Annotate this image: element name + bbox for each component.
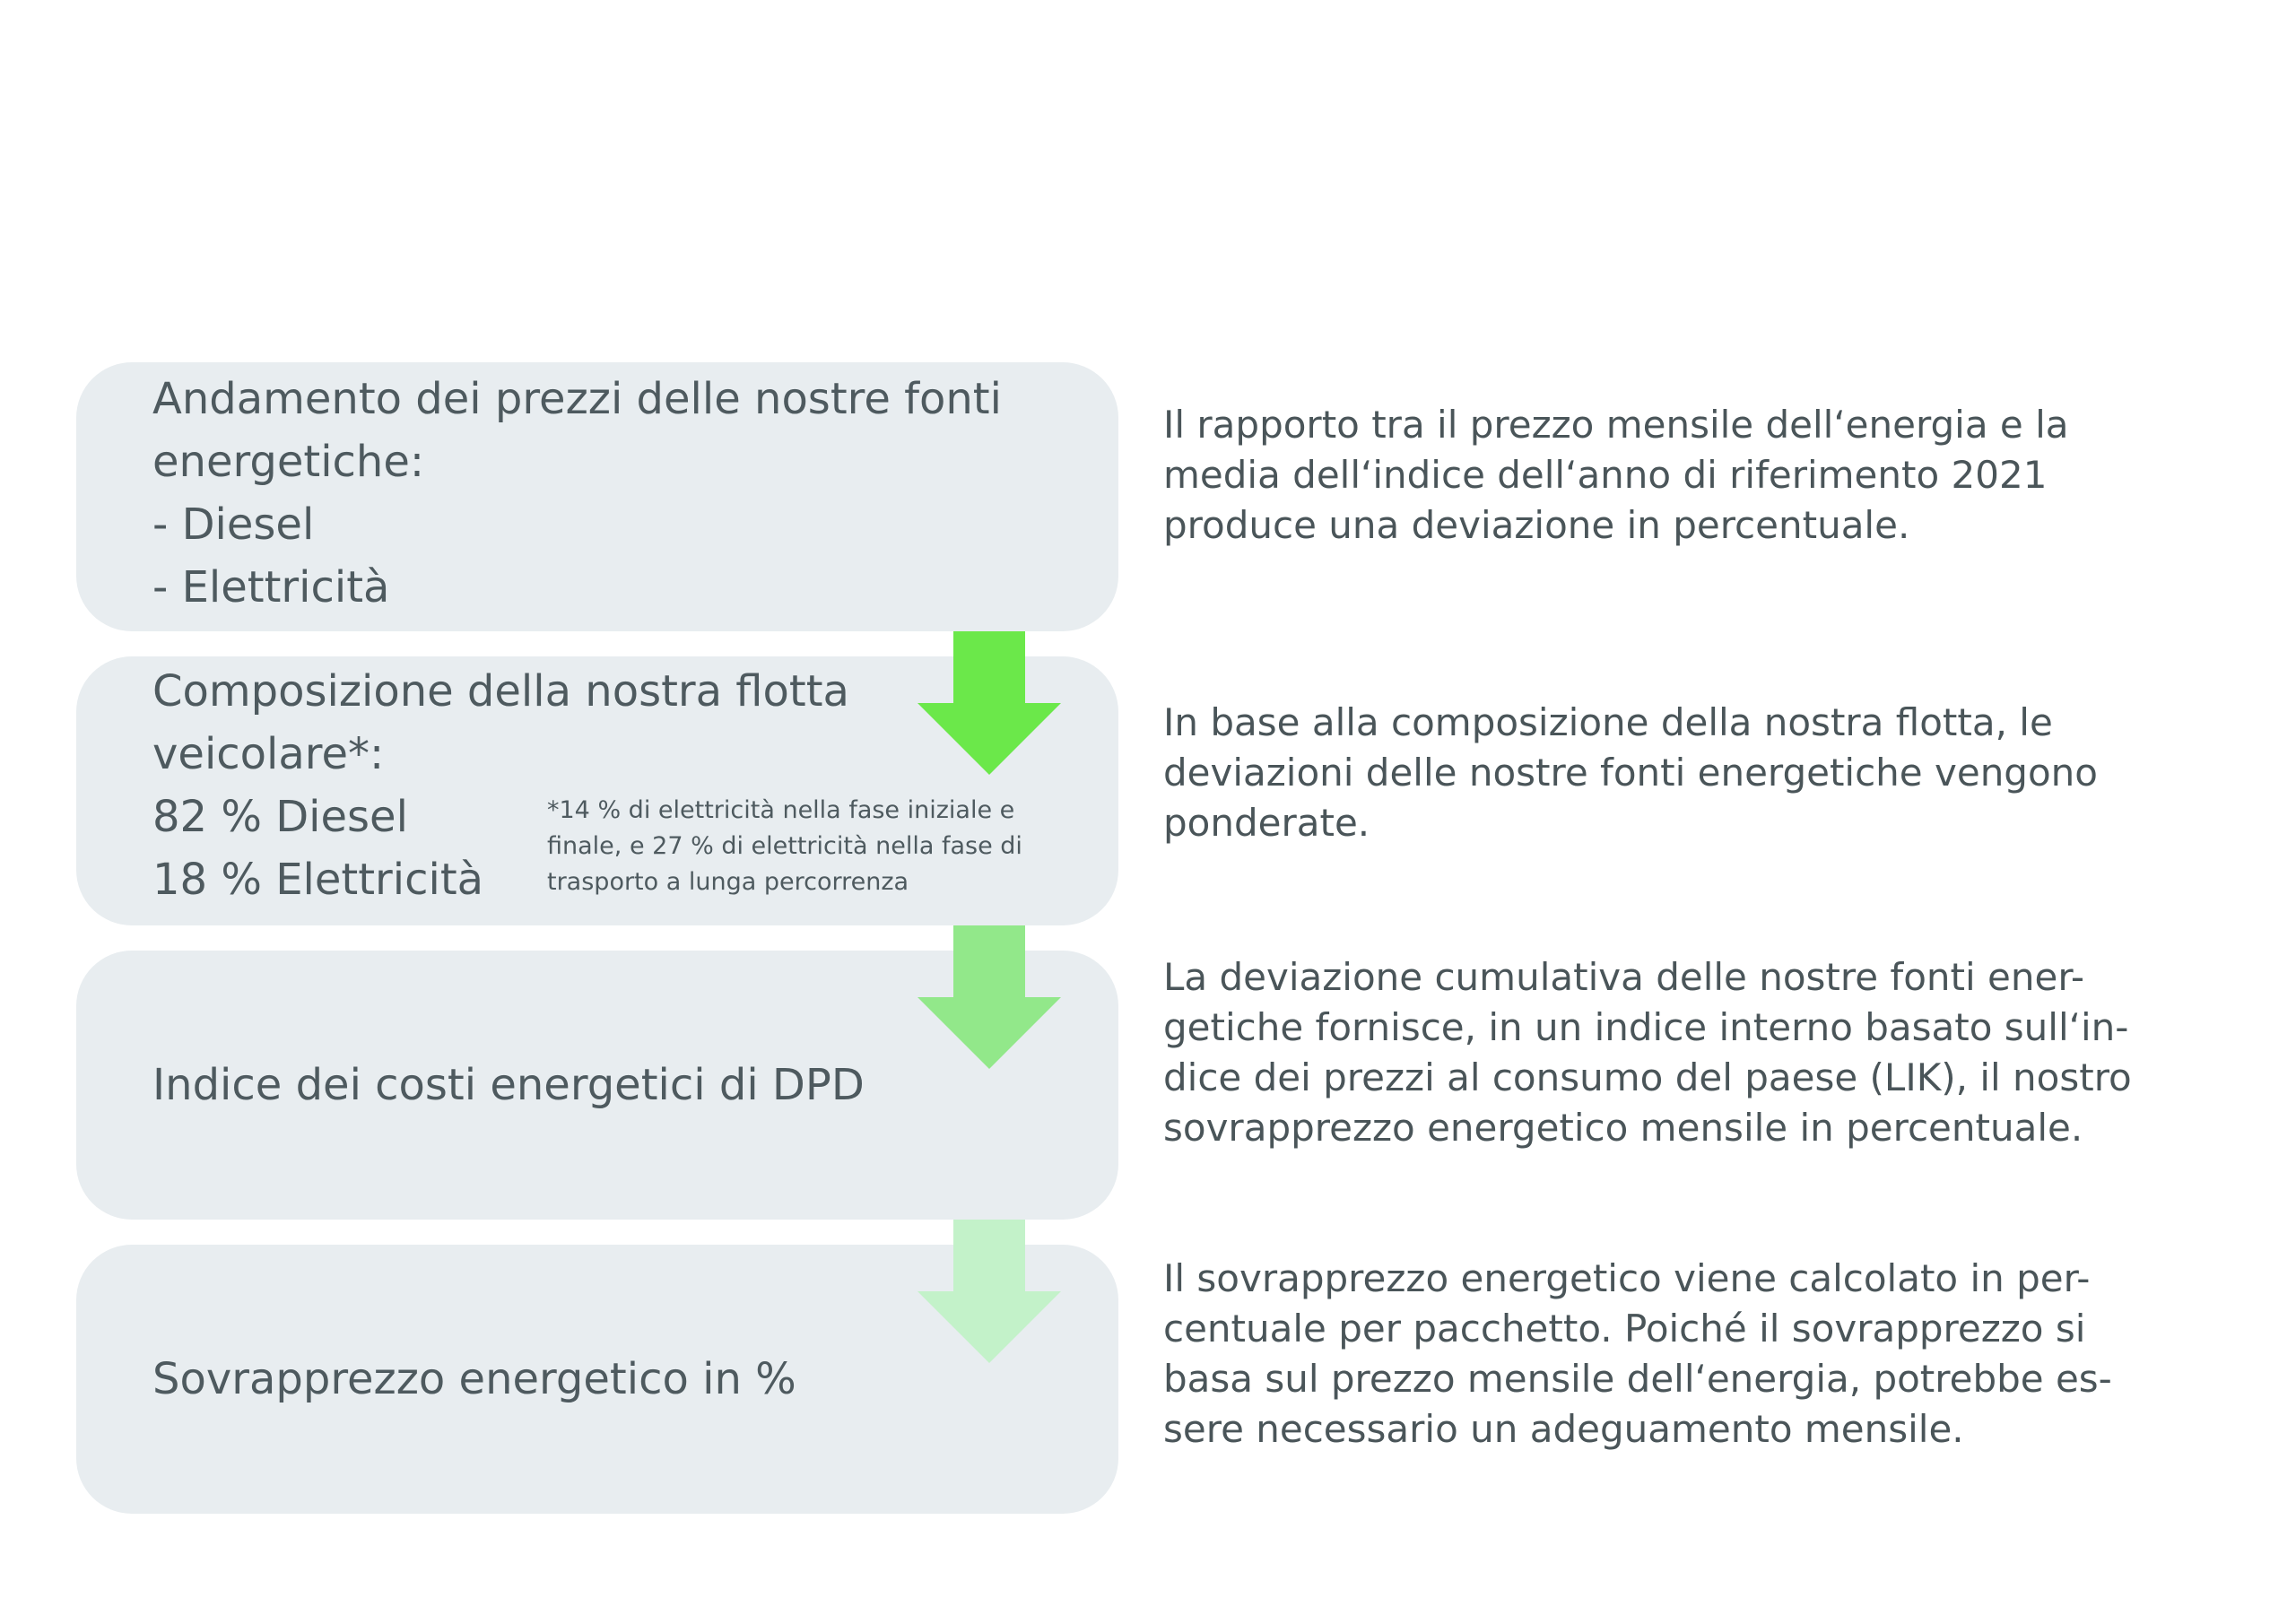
arrow-down-icon [918,925,1061,1069]
step-description-energy-prices: Il rapporto tra il prezzo mensile dell‘energia e la media dell‘indice dell‘anno di riferimento 2021 produce una deviazione in percentuale. [1163,403,2069,547]
step-label-energy-surcharge: Sovrapprezzo energetico in % [152,1354,796,1404]
step-description-energy-surcharge: Il sovrapprezzo energetico viene calcolato in per- centuale per pacchetto. Poiché il sovrapprezzo si basa sul prezzo mensile dell‘energia, potrebbe es- sere necessario un adeguamento mensile. [1163,1256,2112,1451]
step-description-energy-cost-index: La deviazione cumulativa delle nostre fonti ener- getiche fornisce, in un indice interno basato sull‘in- dice dei prezzi al consumo del paese (LIK), il nostro sovrapprezzo energetico mensile in percentuale. [1163,955,2132,1150]
step-label-fleet-composition: Composizione della nostra flotta veicolare*: 82 % Diesel 18 % Elettricità [152,666,849,905]
arrow-down-icon [918,631,1061,775]
arrow-shape [918,925,1061,1069]
step-box-energy-prices [76,362,1118,631]
step-label-energy-cost-index: Indice dei costi energetici di DPD [152,1060,865,1110]
arrow-down-icon [918,1220,1061,1363]
arrow-shape [918,631,1061,775]
step-description-fleet-composition: In base alla composizione della nostra flotta, le deviazioni delle nostre fonti energetiche vengono ponderate. [1163,700,2098,845]
arrow-shape [918,1220,1061,1363]
fleet-footnote: *14 % di elettricità nella fase iniziale e finale, e 27 % di elettricità nella fase di trasporto a lunga percorrenza [547,796,1022,896]
step-label-energy-prices: Andamento dei prezzi delle nostre fonti energetiche: - Diesel - Elettricità [152,374,1002,612]
